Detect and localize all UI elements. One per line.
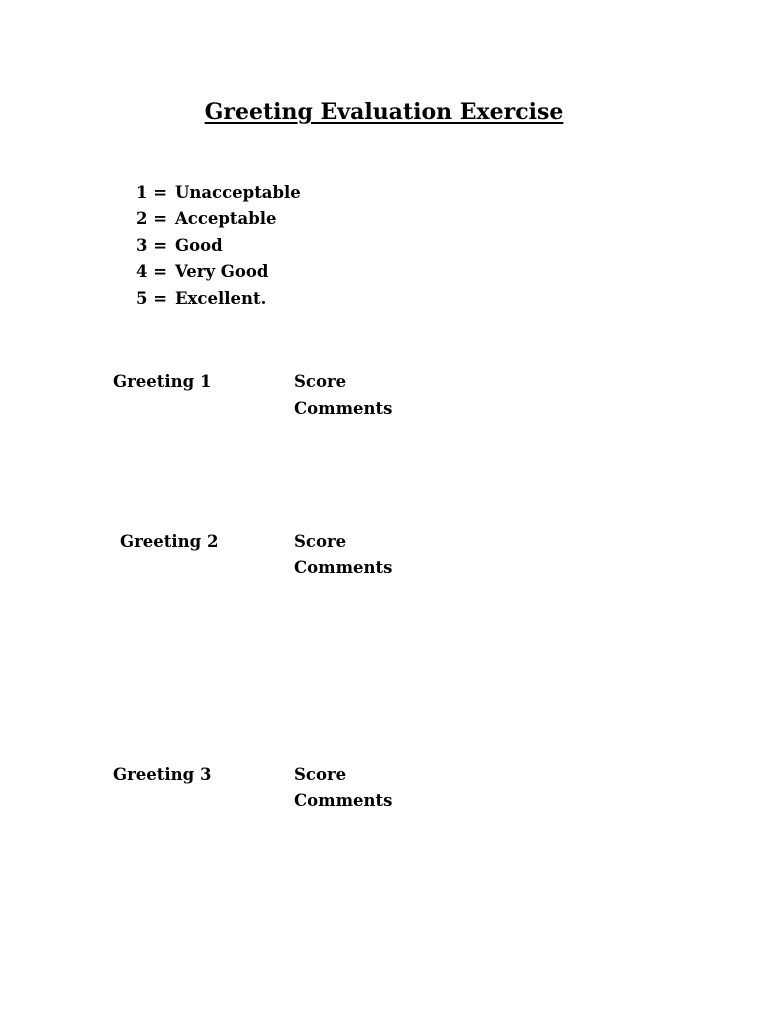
score-label: Score (294, 372, 347, 391)
page-title: Greeting Evaluation Exercise (204, 99, 564, 125)
greeting-label: Greeting 3 (113, 765, 212, 784)
comments-label: Comments (294, 791, 393, 810)
scale-number: 5 = (135, 289, 168, 308)
comments-label: Comments (294, 558, 393, 577)
score-label: Score (294, 532, 347, 551)
scale-item (113, 266, 266, 332)
scale-label: Unacceptable (174, 183, 301, 202)
score-label: Score (294, 765, 347, 784)
scale-label: Very Good (174, 262, 269, 281)
scale-number: 3 = (135, 236, 168, 255)
greeting-label: Greeting 2 (120, 532, 219, 551)
scale-label: Acceptable (174, 209, 277, 228)
scale-number: 4 = (135, 262, 168, 281)
scale-number: 2 = (135, 209, 168, 228)
scale-label: Excellent. (174, 289, 267, 308)
greeting-label: Greeting 1 (113, 372, 212, 391)
comments-label: Comments (294, 399, 393, 418)
scale-label: Good (174, 236, 223, 255)
scale-number: 1 = (135, 183, 168, 202)
